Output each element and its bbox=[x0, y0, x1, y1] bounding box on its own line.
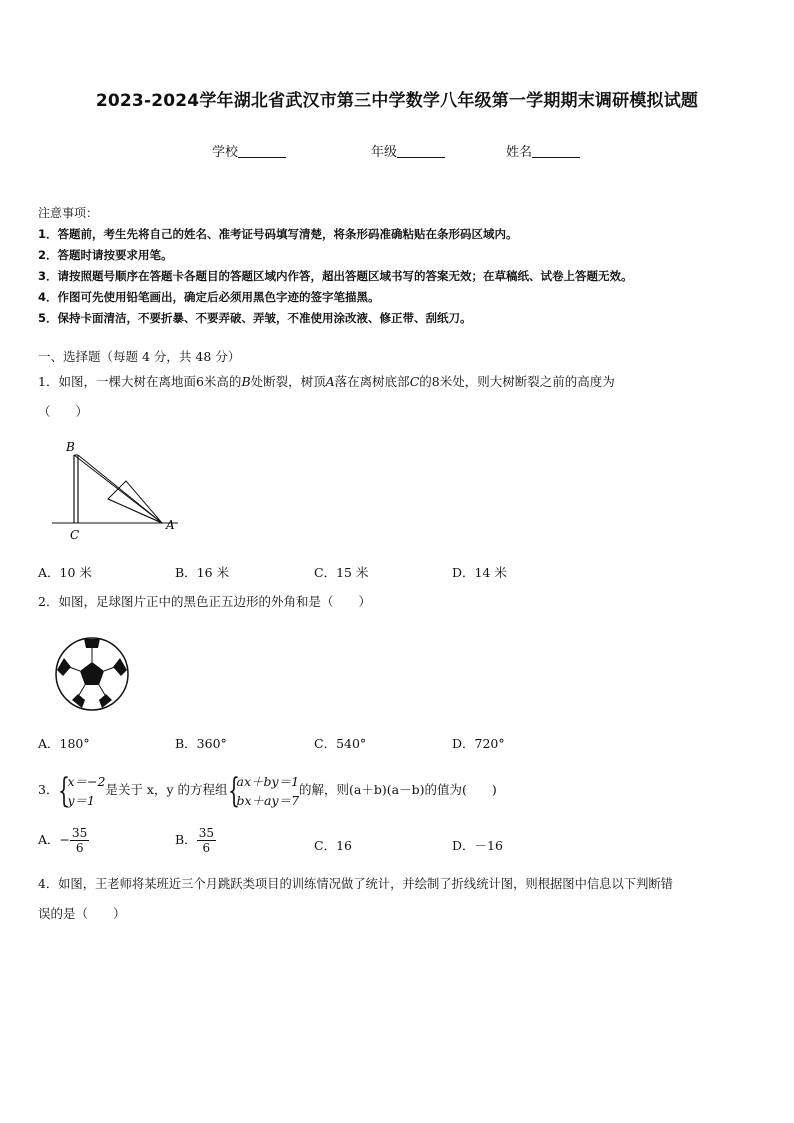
option-c[interactable]: C．15 米 bbox=[314, 565, 369, 580]
notes-title: 注意事项： bbox=[38, 206, 99, 220]
note-item: 4．作图可先使用铅笔画出，确定后必须用黑色字迹的签字笔描黑。 bbox=[38, 290, 380, 304]
question-2-options bbox=[38, 734, 758, 754]
exam-title: 2023-2024学年湖北省武汉市第三中学数学八年级第一学期期末调研模拟试题 bbox=[95, 91, 699, 111]
label-B: B bbox=[66, 440, 75, 454]
grade-blank bbox=[397, 145, 445, 158]
option-d[interactable]: D．－16 bbox=[452, 838, 503, 853]
option-b[interactable]: B．16 米 bbox=[175, 565, 230, 580]
note-item: 5．保持卡面清洁，不要折暴、不要弄破、弄皱，不准使用涂改液、修正带、刮纸刀。 bbox=[38, 311, 472, 325]
name-label: 姓名 bbox=[506, 145, 533, 160]
label-C: C bbox=[70, 528, 80, 542]
grade-label: 年级 bbox=[371, 145, 398, 160]
option-b[interactable]: B． $\frac{35}{6}$ bbox=[175, 826, 214, 855]
question-1-blank: （ ） bbox=[38, 404, 89, 419]
question-4-text-cont: 误的是（ ） bbox=[38, 906, 126, 921]
option-d[interactable]: D．720° bbox=[452, 736, 505, 751]
grade-field bbox=[371, 141, 445, 160]
school-blank bbox=[238, 145, 286, 158]
question-4-text: 4．如图，王老师将某班近三个月跳跃类项目的训练情况做了统计，并绘制了折线统计图，则根据图中信息以下判断错 bbox=[38, 877, 673, 891]
notes-section bbox=[38, 203, 633, 329]
question-3-text: 3． { x＝−2 y＝1 是关于 x，y 的方程组 { ax＋by＝1 bx＋ay＝7 的解，则(a＋b)(a－b)的值为( ) bbox=[38, 770, 497, 811]
name-blank bbox=[532, 145, 580, 158]
name-field bbox=[506, 141, 580, 160]
label-A: A bbox=[166, 518, 175, 532]
solution-system: { x＝−2 y＝1 bbox=[58, 770, 106, 811]
question-1-options bbox=[38, 563, 758, 583]
section-heading: 一、选择题（每题 4 分，共 48 分） bbox=[38, 349, 241, 364]
option-c[interactable]: C．540° bbox=[314, 736, 367, 751]
option-c[interactable]: C．16 bbox=[314, 838, 352, 853]
option-d[interactable]: D．14 米 bbox=[452, 565, 507, 580]
note-item: 1．答题前，考生先将自己的姓名、准考证号码填写清楚，将条形码准确粘贴在条形码区域内。 bbox=[38, 227, 518, 241]
note-item: 2．答题时请按要求用笔。 bbox=[38, 248, 173, 262]
question-2-text: 2．如图，足球图片正中的黑色正五边形的外角和是（ ） bbox=[38, 594, 371, 609]
school-label: 学校 bbox=[212, 145, 239, 160]
option-a[interactable]: A．10 米 bbox=[38, 565, 92, 580]
school-field bbox=[212, 141, 286, 160]
tree-figure bbox=[48, 437, 188, 545]
option-a[interactable]: A．− $\frac{35}{6}$ bbox=[38, 826, 88, 855]
note-item: 3．请按照题号顺序在答题卡各题目的答题区域内作答，超出答题区域书写的答案无效；在草稿纸、试卷上答题无效。 bbox=[38, 269, 633, 283]
question-1-text: 1．如图，一棵大树在离地面6米高的B处断裂，树顶A落在离树底部C的8米处，则大树断裂之前的高度为 bbox=[38, 374, 615, 389]
soccer-ball-figure bbox=[54, 636, 130, 712]
equation-system: { ax＋by＝1 bx＋ay＝7 bbox=[227, 770, 300, 811]
option-a[interactable]: A．180° bbox=[38, 736, 90, 751]
question-3-options bbox=[38, 826, 758, 866]
option-b[interactable]: B．360° bbox=[175, 736, 227, 751]
